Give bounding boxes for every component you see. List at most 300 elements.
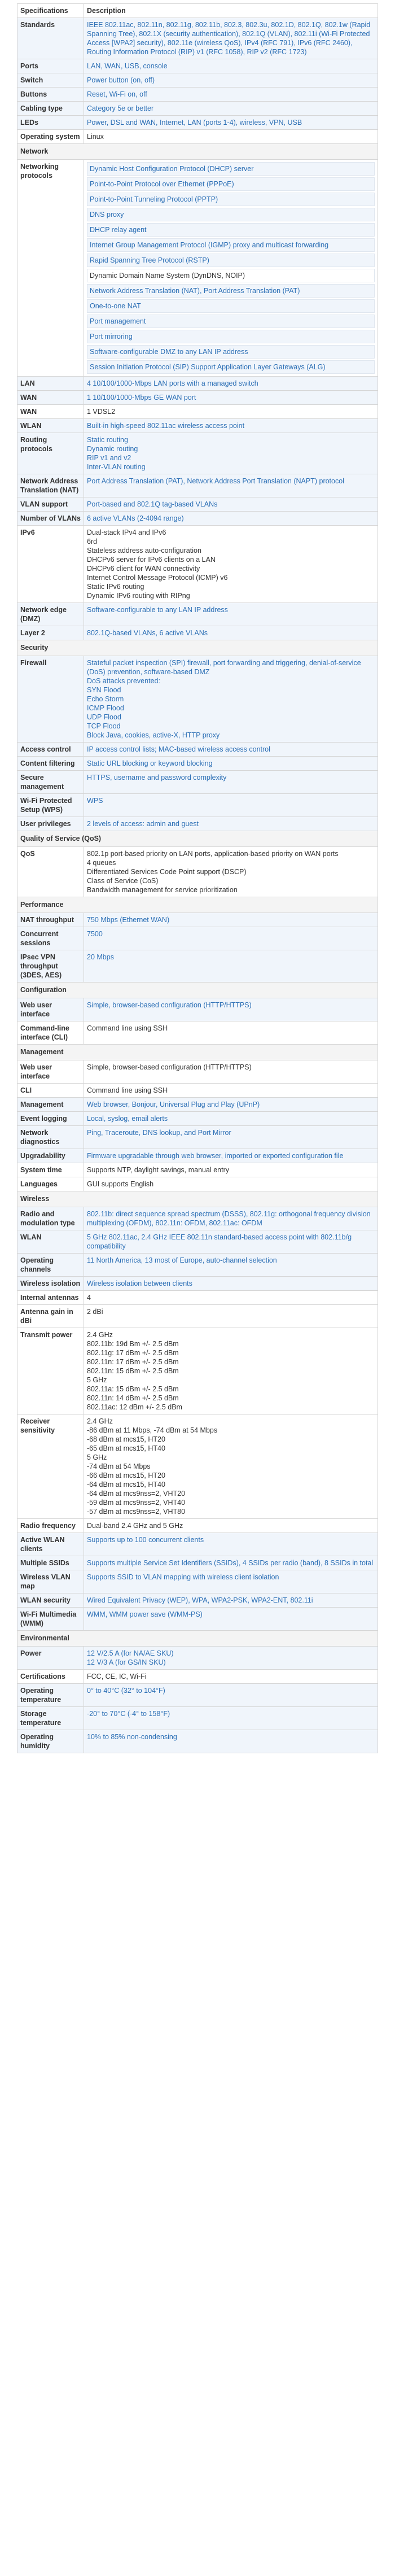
spec-row (17, 1207, 378, 1230)
description-line: -59 dBm at mcs9nss=2, VHT40 (87, 1499, 186, 1507)
spec-name: Routing protocols (17, 433, 84, 474)
description-line: Linux (87, 133, 104, 141)
spec-description (84, 1593, 378, 1608)
description-line: Static routing (87, 436, 128, 444)
spec-description (84, 1254, 378, 1277)
spec-name: IPsec VPN throughput (3DES, AES) (17, 950, 84, 983)
spec-description (84, 88, 378, 102)
spec-row (17, 1647, 378, 1670)
spec-name: Active WLAN clients (17, 1533, 84, 1556)
spec-row (17, 1305, 378, 1328)
protocol-item: Port management (87, 315, 375, 328)
description-line: 6 active VLANs (2-4094 range) (87, 514, 184, 522)
description-line: -20° to 70°C (-4° to 158°F) (87, 1710, 170, 1718)
spec-name: Access control (17, 743, 84, 757)
spec-row (17, 1230, 378, 1254)
description-line: ICMP Flood (87, 704, 124, 712)
spec-name: Secure management (17, 771, 84, 794)
spec-row (17, 474, 378, 497)
specifications-table (17, 3, 378, 1753)
spec-name: Receiver sensitivity (17, 1414, 84, 1519)
spec-row (17, 391, 378, 405)
description-line: Internet Control Message Protocol (ICMP) v6 (87, 574, 228, 582)
spec-name: IPv6 (17, 526, 84, 603)
description-line: RIP v1 and v2 (87, 454, 131, 462)
description-line: 6rd (87, 538, 98, 545)
spec-row (17, 1684, 378, 1707)
description-line: Dynamic routing (87, 445, 138, 453)
spec-name: Network Address Translation (NAT) (17, 474, 84, 497)
spec-name: Languages (17, 1177, 84, 1191)
spec-row (17, 1060, 378, 1084)
spec-row (17, 405, 378, 419)
spec-name: Web user interface (17, 998, 84, 1021)
spec-row (17, 1291, 378, 1305)
spec-row (17, 1126, 378, 1149)
description-line: 2 levels of access: admin and guest (87, 820, 199, 828)
spec-name: Ports (17, 59, 84, 73)
section-heading: Environmental (17, 1631, 378, 1647)
description-line: -74 dBm at 54 Mbps (87, 1462, 151, 1470)
spec-row (17, 18, 378, 59)
spec-name: Wireless VLAN map (17, 1570, 84, 1593)
spec-description (84, 391, 378, 405)
spec-row (17, 116, 378, 130)
spec-description (84, 1556, 378, 1570)
spec-name: Operating temperature (17, 1684, 84, 1707)
protocol-item: Session Initiation Protocol (SIP) Support Application Layer Gateways (ALG) (87, 360, 375, 374)
spec-description (84, 927, 378, 950)
spec-row (17, 743, 378, 757)
spec-row (17, 433, 378, 474)
description-line: Class of Service (CoS) (87, 877, 159, 885)
header-specifications: Specifications (17, 4, 84, 18)
spec-description (84, 950, 378, 983)
spec-description (84, 1570, 378, 1593)
spec-row (17, 626, 378, 640)
spec-name: VLAN support (17, 497, 84, 512)
description-line: -66 dBm at mcs15, HT20 (87, 1472, 165, 1479)
spec-row (17, 1254, 378, 1277)
spec-row (17, 817, 378, 831)
description-line: IP access control lists; MAC-based wireless access control (87, 745, 270, 753)
spec-row (17, 998, 378, 1021)
table-header-row (17, 4, 378, 18)
section-heading: Security (17, 640, 378, 656)
spec-row (17, 130, 378, 144)
spec-description (84, 1328, 378, 1414)
description-line: -86 dBm at 11 Mbps, -74 dBm at 54 Mbps (87, 1426, 218, 1434)
description-line: 802.11n: 17 dBm +/- 2.5 dBm (87, 1358, 179, 1366)
spec-name: WLAN (17, 1230, 84, 1254)
spec-description (84, 913, 378, 927)
spec-row (17, 1593, 378, 1608)
spec-row (17, 847, 378, 897)
description-line: 1 10/100/1000-Mbps GE WAN port (87, 394, 196, 401)
section-heading: Management (17, 1045, 378, 1060)
spec-row (17, 913, 378, 927)
description-line: Software-configurable to any LAN IP address (87, 606, 228, 614)
spec-description (84, 1277, 378, 1291)
description-line: 5 GHz (87, 1376, 107, 1384)
description-line: Differentiated Services Code Point support (DSCP) (87, 868, 247, 876)
description-line: -57 dBm at mcs9nss=2, VHT80 (87, 1508, 186, 1516)
spec-row (17, 1519, 378, 1533)
description-line: Reset, Wi-Fi on, off (87, 90, 147, 98)
description-line: Supports multiple Service Set Identifiers (SSIDs), 4 SSIDs per radio (band), 8 SSIDs in total (87, 1559, 374, 1567)
description-line: 4 queues (87, 859, 116, 867)
spec-row (17, 1163, 378, 1177)
spec-description (84, 419, 378, 433)
spec-description (84, 1163, 378, 1177)
description-line: -64 dBm at mcs9nss=2, VHT20 (87, 1490, 186, 1497)
spec-name: Switch (17, 73, 84, 88)
spec-name: WLAN (17, 419, 84, 433)
description-line: -64 dBm at mcs15, HT40 (87, 1481, 165, 1488)
spec-name: WAN (17, 405, 84, 419)
spec-name: NAT throughput (17, 913, 84, 927)
description-line: Static URL blocking or keyword blocking (87, 759, 213, 767)
description-line: 802.1Q-based VLANs, 6 active VLANs (87, 629, 208, 637)
section-row (17, 983, 378, 998)
spec-name: Networking protocols (17, 160, 84, 377)
spec-name: Operating system (17, 130, 84, 144)
description-line: Dual-stack IPv4 and IPv6 (87, 529, 166, 536)
description-line: Web browser, Bonjour, Universal Plug and Play (UPnP) (87, 1101, 260, 1108)
spec-description (84, 130, 378, 144)
description-line: 802.11ac: 12 dBm +/- 2.5 dBm (87, 1403, 182, 1411)
section-row (17, 1045, 378, 1060)
spec-description (84, 18, 378, 59)
spec-description (84, 1305, 378, 1328)
spec-description (84, 771, 378, 794)
spec-row (17, 419, 378, 433)
spec-description (84, 1291, 378, 1305)
spec-description (84, 1608, 378, 1631)
protocol-item: DNS proxy (87, 208, 375, 221)
description-line: 10% to 85% non-condensing (87, 1733, 177, 1741)
spec-row (17, 1021, 378, 1045)
protocol-item: Port mirroring (87, 330, 375, 343)
protocol-item: Rapid Spanning Tree Protocol (RSTP) (87, 254, 375, 267)
description-line: Supports NTP, daylight savings, manual entry (87, 1166, 229, 1174)
spec-description (84, 1126, 378, 1149)
spec-row (17, 1177, 378, 1191)
spec-name: Radio and modulation type (17, 1207, 84, 1230)
section-row (17, 144, 378, 160)
spec-row (17, 59, 378, 73)
spec-name: Event logging (17, 1112, 84, 1126)
description-line: 20 Mbps (87, 953, 114, 961)
spec-name: Operating channels (17, 1254, 84, 1277)
spec-row (17, 656, 378, 743)
description-line: Port-based and 802.1Q tag-based VLANs (87, 500, 218, 508)
description-line: 4 10/100/1000-Mbps LAN ports with a managed switch (87, 379, 258, 387)
spec-row (17, 1084, 378, 1098)
description-line: Simple, browser-based configuration (HTTP/HTTPS) (87, 1063, 252, 1071)
spec-row (17, 794, 378, 817)
description-line: Simple, browser-based configuration (HTTP/HTTPS) (87, 1001, 252, 1009)
spec-name: Power (17, 1647, 84, 1670)
spec-description (84, 743, 378, 757)
spec-description (84, 73, 378, 88)
description-line: Block Java, cookies, active-X, HTTP proxy (87, 731, 220, 739)
spec-row (17, 1112, 378, 1126)
spec-row (17, 1570, 378, 1593)
spec-description (84, 1230, 378, 1254)
spec-name: Network edge (DMZ) (17, 603, 84, 626)
description-line: 12 V/3 A (for GS/IN SKU) (87, 1658, 166, 1666)
spec-row (17, 160, 378, 377)
description-line: DoS attacks prevented: (87, 677, 160, 685)
spec-row (17, 950, 378, 983)
spec-name: User privileges (17, 817, 84, 831)
spec-description (84, 1730, 378, 1753)
spec-row (17, 1098, 378, 1112)
description-line: Ping, Traceroute, DNS lookup, and Port Mirror (87, 1129, 231, 1137)
spec-description (84, 1707, 378, 1730)
spec-description (84, 1670, 378, 1684)
description-line: Supports up to 100 concurrent clients (87, 1536, 204, 1544)
spec-description (84, 847, 378, 897)
description-line: -68 dBm at mcs15, HT20 (87, 1435, 165, 1443)
spec-name: Transmit power (17, 1328, 84, 1414)
spec-row (17, 88, 378, 102)
description-line: Echo Storm (87, 695, 124, 703)
description-line: Power button (on, off) (87, 76, 155, 84)
spec-row (17, 1670, 378, 1684)
description-line: Dynamic IPv6 routing with RIPng (87, 592, 190, 600)
description-line: Command line using SSH (87, 1024, 168, 1032)
spec-name: Firewall (17, 656, 84, 743)
spec-description (84, 1207, 378, 1230)
spec-row (17, 497, 378, 512)
description-line: 802.11g: 17 dBm +/- 2.5 dBm (87, 1349, 179, 1357)
protocol-item: Internet Group Management Protocol (IGMP) proxy and multicast forwarding (87, 238, 375, 252)
spec-name: Operating humidity (17, 1730, 84, 1753)
spec-row (17, 1556, 378, 1570)
description-line: Wireless isolation between clients (87, 1280, 192, 1287)
spec-description (84, 1149, 378, 1163)
protocol-item: Point-to-Point Tunneling Protocol (PPTP) (87, 193, 375, 206)
spec-description (84, 998, 378, 1021)
description-line: 7500 (87, 930, 103, 938)
spec-description (84, 1684, 378, 1707)
spec-name: Wi-Fi Multimedia (WMM) (17, 1608, 84, 1631)
section-row (17, 1191, 378, 1207)
description-line: Static IPv6 routing (87, 583, 144, 591)
description-line: LAN, WAN, USB, console (87, 62, 168, 70)
spec-description (84, 474, 378, 497)
description-line: UDP Flood (87, 713, 121, 721)
spec-description (84, 1647, 378, 1670)
specifications-body (17, 18, 378, 1753)
section-row (17, 831, 378, 847)
spec-row (17, 377, 378, 391)
description-line: 802.11n: 14 dBm +/- 2.5 dBm (87, 1394, 179, 1402)
description-line: 802.11a: 15 dBm +/- 2.5 dBm (87, 1385, 179, 1393)
description-line: -65 dBm at mcs15, HT40 (87, 1444, 165, 1452)
description-line: 4 (87, 1294, 91, 1302)
spec-name: Upgradability (17, 1149, 84, 1163)
header-description: Description (84, 4, 378, 18)
spec-description (84, 116, 378, 130)
description-line: IEEE 802.11ac, 802.11n, 802.11g, 802.11b, 802.3, 802.3u, 802.1D, 802.1Q, 802.1w (Rapid Spanning Tree), 802.1X (security authentication), 802.1Q (VLAN), 802.11i (Wi-Fi Protected Access [WPA2] security), 802.11e (wireless QoS), IPv4 (RFC 791), IPv6 (RFC 2460), Routing Information Protocol (RIP) v1 (RFC 1058), RIP v2 (RFC 1723) (87, 21, 371, 56)
spec-name: WLAN security (17, 1593, 84, 1608)
spec-row (17, 73, 378, 88)
spec-description (84, 757, 378, 771)
protocol-item: DHCP relay agent (87, 223, 375, 237)
spec-description (84, 405, 378, 419)
spec-name: Radio frequency (17, 1519, 84, 1533)
spec-description (84, 1414, 378, 1519)
description-line: Power, DSL and WAN, Internet, LAN (ports 1-4), wireless, VPN, USB (87, 119, 302, 126)
description-line: Stateful packet inspection (SPI) firewall, port forwarding and triggering, denial-of-service (DoS) prevention, software-based DMZ (87, 659, 361, 676)
spec-name: Command-line interface (CLI) (17, 1021, 84, 1045)
spec-row (17, 603, 378, 626)
description-line: Built-in high-speed 802.11ac wireless access point (87, 422, 245, 430)
protocol-item: Software-configurable DMZ to any LAN IP address (87, 345, 375, 359)
description-line: 802.11b: direct sequence spread spectrum (DSSS), 802.11g: orthogonal frequency division multiplexing (OFDM), 802.11n: OFDM, 802.11ac: OFDM (87, 1210, 371, 1227)
spec-name: QoS (17, 847, 84, 897)
description-line: Firmware upgradable through web browser, imported or exported configuration file (87, 1152, 344, 1160)
description-line: Bandwidth management for service prioritization (87, 886, 238, 894)
spec-row (17, 1328, 378, 1414)
description-line: 1 VDSL2 (87, 408, 116, 416)
spec-name: CLI (17, 1084, 84, 1098)
section-row (17, 1631, 378, 1647)
description-line: Inter-VLAN routing (87, 463, 146, 471)
description-line: 2.4 GHz (87, 1331, 113, 1339)
description-line: Supports SSID to VLAN mapping with wireless client isolation (87, 1573, 279, 1581)
description-line: FCC, CE, IC, Wi-Fi (87, 1673, 147, 1680)
spec-name: Cabling type (17, 102, 84, 116)
spec-description (84, 433, 378, 474)
spec-row (17, 771, 378, 794)
description-line: 2 dBi (87, 1308, 103, 1316)
description-line: 802.11n: 15 dBm +/- 2.5 dBm (87, 1367, 179, 1375)
spec-row (17, 927, 378, 950)
description-line: 12 V/2.5 A (for NA/AE SKU) (87, 1649, 174, 1657)
spec-name: Network diagnostics (17, 1126, 84, 1149)
section-heading: Wireless (17, 1191, 378, 1207)
description-line: Command line using SSH (87, 1086, 168, 1094)
spec-name: Standards (17, 18, 84, 59)
description-line: 11 North America, 13 most of Europe, auto-channel selection (87, 1256, 277, 1264)
protocol-item: One-to-one NAT (87, 299, 375, 313)
spec-description (84, 526, 378, 603)
spec-row (17, 1533, 378, 1556)
spec-name: Multiple SSIDs (17, 1556, 84, 1570)
spec-name: System time (17, 1163, 84, 1177)
spec-description (84, 1177, 378, 1191)
spec-row (17, 1149, 378, 1163)
protocol-list (87, 162, 375, 374)
spec-description (84, 1112, 378, 1126)
spec-row (17, 1730, 378, 1753)
spec-sheet (17, 0, 378, 1759)
description-line: 750 Mbps (Ethernet WAN) (87, 916, 170, 924)
description-line: 802.11b: 19d Bm +/- 2.5 dBm (87, 1340, 179, 1348)
description-line: Wired Equivalent Privacy (WEP), WPA, WPA2-PSK, WPA2-ENT, 802.11i (87, 1596, 313, 1604)
protocol-item: Dynamic Host Configuration Protocol (DHCP) server (87, 162, 375, 176)
section-row (17, 897, 378, 913)
spec-description (84, 656, 378, 743)
spec-row (17, 1414, 378, 1519)
description-line: 802.1p port-based priority on LAN ports, application-based priority on WAN ports (87, 850, 339, 858)
description-line: Local, syslog, email alerts (87, 1115, 168, 1123)
spec-name: Management (17, 1098, 84, 1112)
spec-name: LEDs (17, 116, 84, 130)
section-row (17, 640, 378, 656)
spec-name: WAN (17, 391, 84, 405)
spec-description (84, 794, 378, 817)
section-heading: Quality of Service (QoS) (17, 831, 378, 847)
spec-description (84, 102, 378, 116)
spec-name: Internal antennas (17, 1291, 84, 1305)
section-heading: Network (17, 144, 378, 160)
spec-name: Storage temperature (17, 1707, 84, 1730)
spec-description (84, 603, 378, 626)
spec-description (84, 626, 378, 640)
description-line: 0° to 40°C (32° to 104°F) (87, 1687, 165, 1695)
spec-row (17, 1707, 378, 1730)
spec-description (84, 817, 378, 831)
description-line: DHCPv6 server for IPv6 clients on a LAN (87, 556, 216, 564)
description-line: 5 GHz (87, 1453, 107, 1461)
description-line: 2.4 GHz (87, 1417, 113, 1425)
spec-description (84, 1060, 378, 1084)
spec-name: Content filtering (17, 757, 84, 771)
description-line: Category 5e or better (87, 104, 154, 112)
spec-row (17, 1608, 378, 1631)
spec-description (84, 1084, 378, 1098)
spec-row (17, 102, 378, 116)
protocol-item: Network Address Translation (NAT), Port Address Translation (PAT) (87, 284, 375, 298)
description-line: WPS (87, 797, 103, 805)
spec-description (84, 160, 378, 377)
spec-row (17, 512, 378, 526)
section-heading: Configuration (17, 983, 378, 998)
spec-name: Buttons (17, 88, 84, 102)
spec-row (17, 526, 378, 603)
spec-name: Wi-Fi Protected Setup (WPS) (17, 794, 84, 817)
spec-name: Layer 2 (17, 626, 84, 640)
description-line: DHCPv6 client for WAN connectivity (87, 565, 200, 573)
description-line: TCP Flood (87, 722, 121, 730)
spec-row (17, 757, 378, 771)
spec-name: Number of VLANs (17, 512, 84, 526)
spec-name: Antenna gain in dBi (17, 1305, 84, 1328)
description-line: WMM, WMM power save (WMM-PS) (87, 1610, 203, 1618)
spec-name: Concurrent sessions (17, 927, 84, 950)
spec-row (17, 1277, 378, 1291)
spec-description (84, 377, 378, 391)
spec-name: Web user interface (17, 1060, 84, 1084)
section-heading: Performance (17, 897, 378, 913)
description-line: Dual-band 2.4 GHz and 5 GHz (87, 1522, 183, 1530)
description-line: 5 GHz 802.11ac, 2.4 GHz IEEE 802.11n standard-based access point with 802.11b/g compatibility (87, 1233, 352, 1250)
spec-description (84, 1021, 378, 1045)
spec-description (84, 1519, 378, 1533)
protocol-item: Point-to-Point Protocol over Ethernet (PPPoE) (87, 177, 375, 191)
spec-description (84, 1098, 378, 1112)
spec-description (84, 512, 378, 526)
spec-name: Certifications (17, 1670, 84, 1684)
description-line: HTTPS, username and password complexity (87, 774, 227, 781)
spec-name: Wireless isolation (17, 1277, 84, 1291)
spec-description (84, 1533, 378, 1556)
